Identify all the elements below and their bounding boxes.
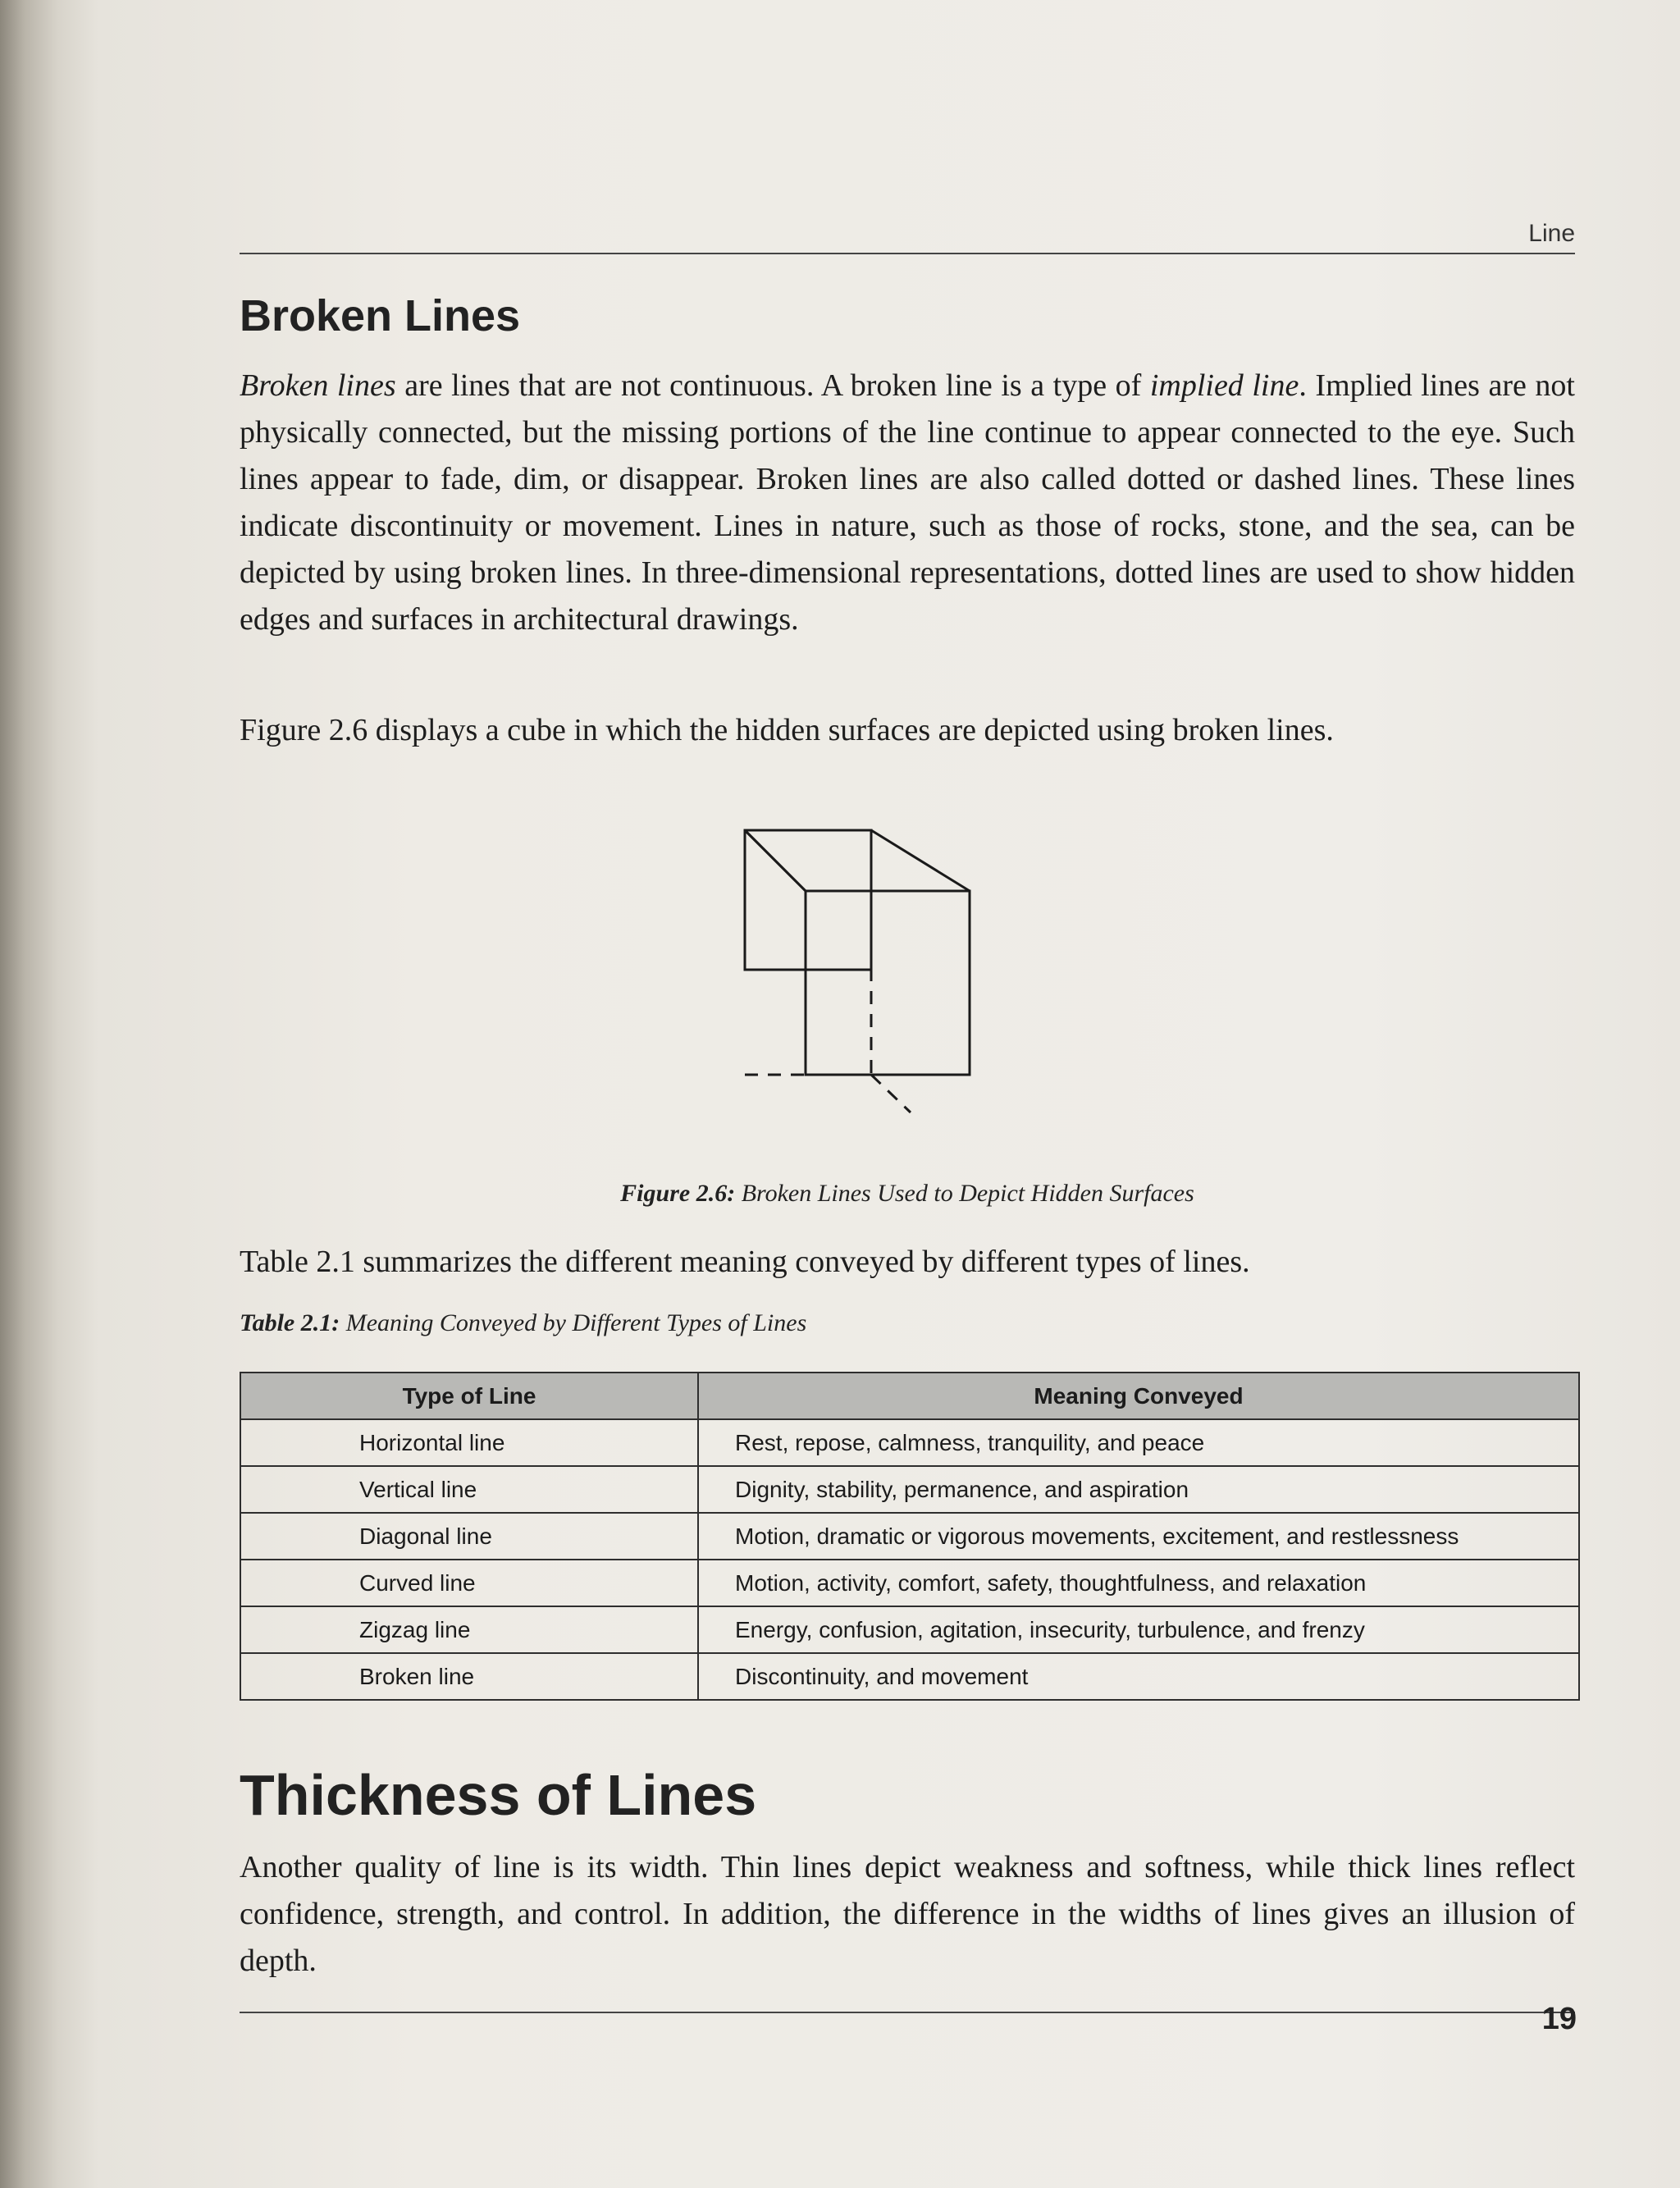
- meaning-cell: Rest, repose, calmness, tranquility, and peace: [698, 1419, 1579, 1466]
- meaning-cell: Energy, confusion, agitation, insecurity, turbulence, and frenzy: [698, 1606, 1579, 1653]
- cube-top-left-edge: [745, 830, 806, 891]
- figure-intro-paragraph: Figure 2.6 displays a cube in which the hidden surfaces are depicted using broken lines.: [240, 713, 1334, 747]
- thickness-paragraph: Another quality of line is its width. Thin lines depict weakness and softness, while thick lines reflect confidence, strength, and control. In addition, the difference in the widths of lines gives an illusion of depth.: [240, 1850, 1575, 1978]
- cube-figure: [722, 820, 1083, 1165]
- table-row: [240, 1560, 1579, 1606]
- line-type-cell: Horizontal line: [240, 1419, 698, 1466]
- book-binding-shadow: [0, 0, 98, 2188]
- figure-caption-text: Broken Lines Used to Depict Hidden Surfaces: [735, 1180, 1194, 1207]
- table-intro-paragraph: Table 2.1 summarizes the different meaning conveyed by different types of lines.: [240, 1245, 1250, 1279]
- term-implied-line: implied line: [1149, 368, 1299, 403]
- meaning-cell: Dignity, stability, permanence, and aspiration: [698, 1466, 1579, 1513]
- paragraph-text-1: are lines that are not continuous. A broken line is a type of: [395, 368, 1150, 403]
- meaning-table: [240, 1372, 1580, 1701]
- paragraph-text-2: . Implied lines are not physically connected, but the missing portions of the line continue to appear connected to the eye. Such lines appear to fade, dim, or disappear. Broken lines are also called dotted or dashed lines. These lines indicate discontinuity or movement. Lines in nature, such as those of rocks, stone, and the sea, can be depicted by using broken lines. In three-dimensional representations, dotted lines are used to show hidden edges and surfaces in architectural drawings.: [240, 368, 1575, 637]
- column-header-meaning: Meaning Conveyed: [698, 1373, 1579, 1419]
- figure-caption-label: Figure 2.6:: [620, 1180, 736, 1207]
- table-caption-text: Meaning Conveyed by Different Types of Lines: [340, 1309, 807, 1336]
- table-row: [240, 1513, 1579, 1560]
- broken-lines-heading: Broken Lines: [240, 291, 521, 340]
- column-header-type: Type of Line: [240, 1373, 698, 1419]
- table-row: [240, 1653, 1579, 1700]
- footer-rule: [240, 2012, 1575, 2013]
- meaning-cell: Discontinuity, and movement: [698, 1653, 1579, 1700]
- line-type-cell: Vertical line: [240, 1466, 698, 1513]
- figure-caption: [240, 1180, 1575, 1208]
- table-row: [240, 1606, 1579, 1653]
- cube-front-face: [745, 830, 871, 970]
- line-type-cell: Curved line: [240, 1560, 698, 1606]
- meaning-cell: Motion, dramatic or vigorous movements, excitement, and restlessness: [698, 1513, 1579, 1560]
- meaning-cell: Motion, activity, comfort, safety, thoughtfulness, and relaxation: [698, 1560, 1579, 1606]
- page-number: 19: [1541, 2002, 1577, 2036]
- line-type-cell: Diagonal line: [240, 1513, 698, 1560]
- table-header-row: [240, 1373, 1579, 1419]
- line-type-cell: Zigzag line: [240, 1606, 698, 1653]
- line-type-cell: Broken line: [240, 1653, 698, 1700]
- cube-front-square: [806, 891, 970, 1075]
- table-caption-label: Table 2.1:: [240, 1309, 340, 1336]
- table-row: [240, 1466, 1579, 1513]
- hidden-diagonal-edge: [871, 1075, 911, 1112]
- running-header-title: Line: [1528, 220, 1575, 247]
- term-broken-lines: Broken lines: [240, 368, 396, 403]
- table-row: [240, 1419, 1579, 1466]
- table-caption: [240, 1309, 806, 1337]
- broken-lines-paragraph: [240, 363, 1575, 643]
- thickness-heading: Thickness of Lines: [240, 1763, 757, 1827]
- cube-top-face-edges: [745, 830, 970, 891]
- header-rule: [240, 253, 1575, 254]
